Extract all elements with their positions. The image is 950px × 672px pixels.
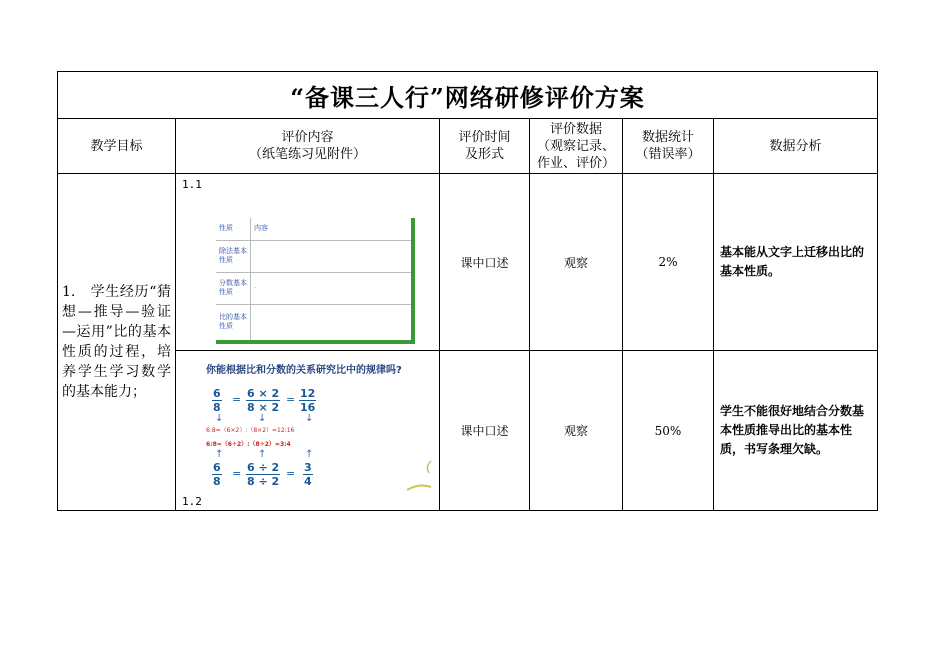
section-label-1-1: 1.1 xyxy=(182,178,202,191)
ratio-line-divide: 6:8=（6÷2）:（8÷2）=3:4 xyxy=(206,441,291,448)
content-cell-1-1 xyxy=(176,174,440,351)
header-analysis: 数据分析 xyxy=(714,119,878,174)
header-time-line2: 及形式 xyxy=(464,147,504,162)
row-1-2-time: 课中口述 xyxy=(440,351,530,511)
fraction-denominator: 16 xyxy=(300,401,316,414)
property-table-cell xyxy=(251,240,412,272)
equals-sign: = xyxy=(286,393,296,406)
arrow-down-icon: ↓ xyxy=(215,413,224,424)
fraction-divide-2 xyxy=(246,461,280,488)
fraction-numerator: 3 xyxy=(304,461,312,474)
fraction-12-16 xyxy=(299,387,316,414)
property-table-row-division: 除法基本性质 xyxy=(216,240,251,272)
goal-text: 1. 学生经历“猜想—推导—验证—运用”比的基本性质的过程，培养学生学习数学的基本能力； xyxy=(58,174,176,511)
section-label-1-2: 1.2 xyxy=(182,495,202,508)
row-1-1-stats: 2% xyxy=(623,174,714,351)
fraction-6-8-bottom xyxy=(212,461,222,488)
fraction-times-2 xyxy=(246,387,280,414)
arrow-up-icon: ↑ xyxy=(258,449,267,460)
ratio-question: 你能根据比和分数的关系研究比中的规律吗? xyxy=(206,365,402,376)
equals-sign: = xyxy=(286,467,296,480)
property-table-row-fraction: 分数基本性质 xyxy=(216,272,251,304)
page-title: “备课三人行”网络研修评价方案 xyxy=(58,72,878,119)
fraction-6-8-top xyxy=(212,387,222,414)
fraction-numerator: 6 xyxy=(213,387,221,400)
row-1-2-stats: 50% xyxy=(623,351,714,511)
fraction-denominator: 4 xyxy=(304,475,312,488)
fraction-denominator: 8 ÷ 2 xyxy=(247,475,280,488)
evaluation-table xyxy=(57,71,878,511)
header-content-line1: 评价内容 xyxy=(281,130,334,145)
row-1-2-data: 观察 xyxy=(530,351,623,511)
header-stats-line1: 数据统计 xyxy=(641,130,694,145)
header-data xyxy=(530,119,623,174)
fraction-numerator: 12 xyxy=(300,387,316,400)
arrow-down-icon: ↓ xyxy=(305,413,314,424)
row-1-1-analysis: 基本能从文字上迁移出比的基本性质。 xyxy=(714,174,878,351)
arrow-up-icon: ↑ xyxy=(305,449,314,460)
row-1-2-analysis: 学生不能很好地结合分数基本性质推导出比的基本性质，书写条理欠缺。 xyxy=(714,351,878,511)
header-data-line2: （观察记录、 xyxy=(536,138,615,154)
fraction-numerator: 6 xyxy=(213,461,221,474)
arrow-up-icon: ↑ xyxy=(215,449,224,460)
row-1-1-data: 观察 xyxy=(530,174,623,351)
property-table-header-c2: 内容 xyxy=(251,218,412,240)
header-stats xyxy=(623,119,714,174)
equals-sign: = xyxy=(232,467,242,480)
fraction-3-4 xyxy=(303,461,313,488)
header-content-line2: （纸笔练习见附件） xyxy=(248,147,366,162)
row-1-1-time: 课中口述 xyxy=(440,174,530,351)
header-stats-line2: （错误率） xyxy=(635,147,701,162)
ratio-line-multiply: 6:8=（6×2）:（8×2）=12:16 xyxy=(206,427,295,434)
fraction-numerator: 6 × 2 xyxy=(247,387,280,400)
property-table-row-ratio: 比的基本性质 xyxy=(216,304,251,340)
header-goal: 教学目标 xyxy=(58,119,176,174)
fraction-denominator: 8 xyxy=(213,475,221,488)
header-time xyxy=(440,119,530,174)
property-table-cell-mark: · xyxy=(251,272,412,304)
arrow-down-icon: ↓ xyxy=(258,413,267,424)
header-time-line1: 评价时间 xyxy=(458,130,511,145)
property-table-header-c1: 性质 xyxy=(216,218,251,240)
header-data-line1: 评价数据 xyxy=(549,121,602,137)
property-table xyxy=(216,218,411,341)
equals-sign: = xyxy=(232,393,242,406)
header-content xyxy=(176,119,440,174)
content-cell-1-2 xyxy=(176,351,440,511)
fraction-denominator: 8 × 2 xyxy=(247,401,280,414)
decorative-leaf-icon xyxy=(403,457,433,491)
ratio-fraction-image xyxy=(198,353,434,493)
property-table-image xyxy=(216,218,415,344)
property-table-cell xyxy=(251,304,412,340)
header-data-line3: 作业、评价） xyxy=(536,155,615,171)
fraction-numerator: 6 ÷ 2 xyxy=(247,461,280,474)
fraction-denominator: 8 xyxy=(213,401,221,414)
green-edge-bar xyxy=(216,340,415,344)
